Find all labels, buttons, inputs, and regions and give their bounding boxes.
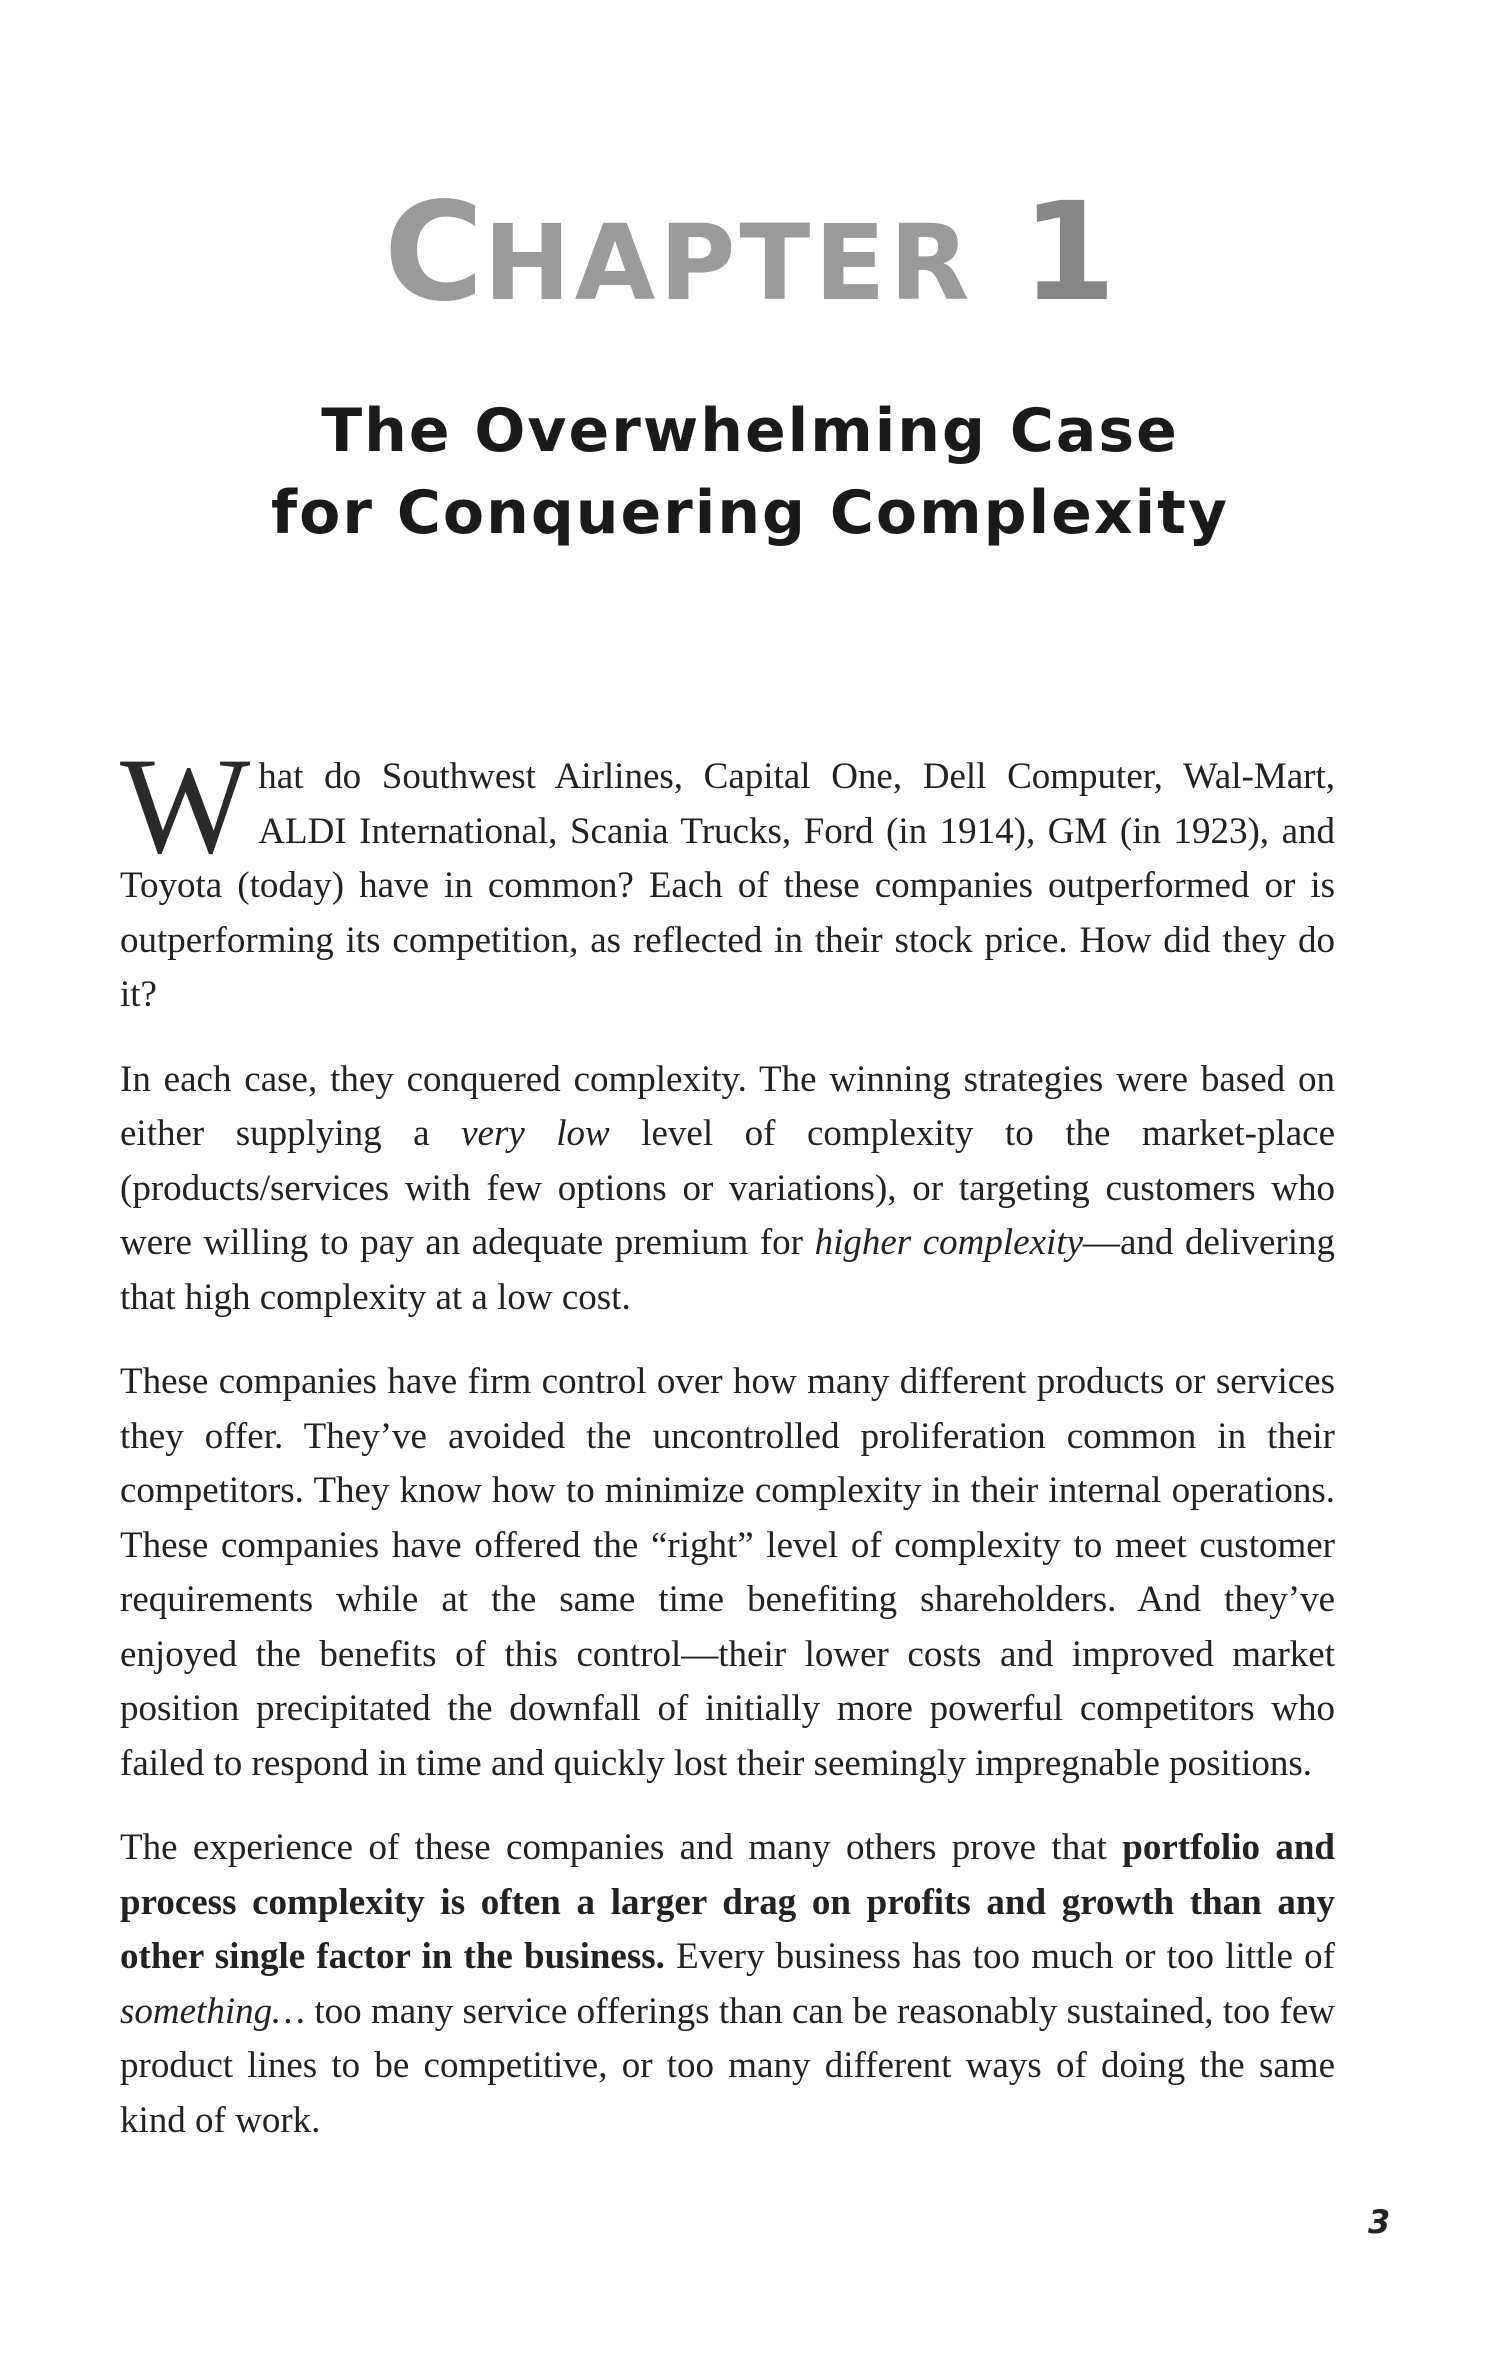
paragraph-4-part-1: The experience of these companies and many others prove that xyxy=(120,1827,1123,1868)
paragraph-2-part-1: In each case, they conquered complexity. The winning strategies were based on either supplying a xyxy=(120,1058,1335,1154)
chapter-title-line-2: for Conquering Complexity xyxy=(271,478,1229,548)
chapter-title-line-1: The Overwhelming Case xyxy=(321,396,1179,466)
paragraph-4-emphasis: something… xyxy=(120,1990,305,2032)
paragraph-1-text: hat do Southwest Airlines, Capital One, Dell Computer, Wal-Mart, ALDI International, Scania Trucks, Ford (in 1914), GM (in 1923), and Toyota (today) have in common? Each of these companies outperformed or is outperforming its competition, as reflected in their stock price. How did they do it? xyxy=(120,756,1335,1015)
drop-cap: W xyxy=(120,729,251,882)
paragraph-3-text: These companies have firm control over how many different products or services they offer. They’ve avoided the uncontrolled proliferation common in their competitors. They know how to minimize complexity in their internal operations. These companies have offered the “right” level of complexity to meet customer requirements while at the same time benefiting shareholders. And they’ve enjoyed the benefits of this control—their lower costs and improved market position precipitated the downfall of initially more powerful competitors who failed to respond in time and quickly lost their seemingly impregnable positions. xyxy=(120,1361,1335,1784)
paragraph-2-emphasis-1: very low xyxy=(461,1113,610,1154)
paragraph-2-part-3: —and delivering that high complexity at a low cost. xyxy=(120,1222,1335,1318)
paragraph-4-part-3: too many service offerings than can be reasonably sustained, too few product lines to be competitive, or too many different ways of doing the same kind of work. xyxy=(120,1990,1335,2141)
paragraph-1 xyxy=(120,729,1335,1023)
paragraph-2 xyxy=(120,1053,1335,1326)
paragraph-2-emphasis-2: higher complexity xyxy=(814,1222,1083,1263)
paragraph-4-part-2: Every business has too much or too little of xyxy=(664,1936,1336,1977)
paragraph-2-part-2: level of complexity to the market-place (products/services with few options or variations), or targeting customers who were willing to pay an adequate premium for xyxy=(120,1113,1335,1263)
paragraph-4-bold: portfolio and process complexity is often a larger drag on profits and growth than any other single factor in the business. xyxy=(120,1827,1335,1977)
page-number: 3 xyxy=(1368,2203,1391,2241)
chapter-label-first-letter: C xyxy=(383,174,484,332)
chapter-number: 1 xyxy=(1021,174,1117,332)
paragraph-3 xyxy=(120,1355,1335,1791)
paragraph-4 xyxy=(120,1821,1335,2148)
chapter-title xyxy=(0,390,1500,554)
body-text xyxy=(120,729,1336,2178)
chapter-label xyxy=(0,174,1500,332)
chapter-label-rest: HAPTER xyxy=(483,202,974,324)
